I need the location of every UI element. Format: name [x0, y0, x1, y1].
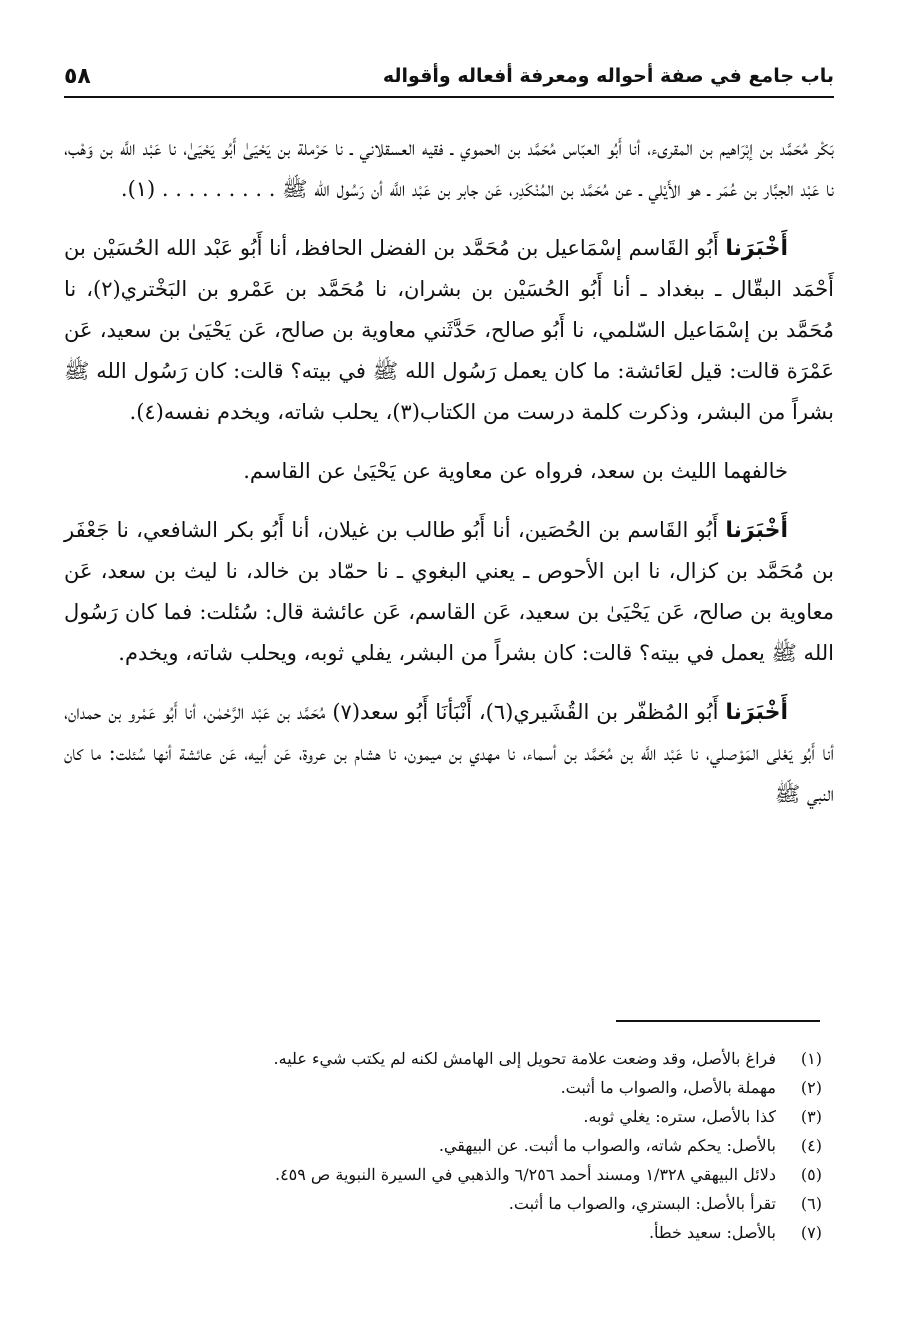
paragraph-text: بَكْر مُحَمَّد بن إبْرَاهيم بن المقرىء، أنا أَبُو العبّاس مُحَمَّد بن الحموي ـ فقيه العسقلاني ـ نا حَرْملة بن يَحْيَىٰ أَبُو يَحْيَىٰ، نا عَبْد اللَّه بن وَهْب، نا عَبْد الجبَّار بن عُمَر ـ هو الأَيْلي ـ عن مُحَمَّد بن المُنْكَدِر، عَن جابر بن عَبْد اللَّه أن رَسُول الله ﷺ . . . . . . . . . (١).	[64, 136, 834, 201]
page-header	[64, 56, 834, 98]
paragraph	[64, 510, 834, 674]
footnote	[130, 1102, 822, 1131]
paragraph-text: أَبُو القَاسم بن الحُصَين، أنا أَبُو طالب بن غيلان، أنا أَبُو بكر الشافعي، نا جَعْفَر بن مُحَمَّد بن كزال، نا ابن الأحوص ـ يعني البغوي ـ نا حمّاد بن خالد، نا ليث بن سعد، عَن معاوية بن صالح، عَن يَحْيَىٰ بن سعيد، عَن القاسم، عَن عائشة قال: سُئلت: فما كان رَسُول الله ﷺ يعمل في بيته؟ قالت: كان بشراً من البشر، يفلي ثوبه، ويحلب شاته، ويخدم.	[64, 518, 834, 665]
paragraph-lead: أَخْبَرَنا	[725, 518, 788, 543]
footnote-text: بالأصل: يحكم شاته، والصواب ما أثبت. عن البيهقي.	[438, 1136, 776, 1155]
paragraph-lead: أَخْبَرَنا	[725, 236, 788, 261]
footnote-text: مهملة بالأصل، والصواب ما أثبت.	[560, 1078, 776, 1097]
footnote	[130, 1160, 822, 1189]
paragraph	[64, 451, 834, 492]
footnote-number: (٥)	[800, 1165, 822, 1184]
paragraph	[64, 228, 834, 433]
footnote	[130, 1218, 822, 1247]
paragraph-text: خالفهما الليث بن سعد، فرواه عن معاوية عن يَحْيَىٰ عن القاسم.	[243, 459, 788, 483]
footnote-text: بالأصل: سعيد خطأ.	[648, 1223, 776, 1242]
footnote-text: فراغ بالأصل، وقد وضعت علامة تحويل إلى الهامش لكنه لم يكتب شيء عليه.	[273, 1049, 776, 1068]
paragraph-lead: أَخْبَرَنا	[725, 700, 789, 725]
footnote-number: (١)	[800, 1049, 822, 1068]
footnote	[130, 1131, 822, 1160]
paragraph	[64, 692, 834, 815]
footnote-number: (٢)	[800, 1078, 822, 1097]
footnote	[130, 1189, 822, 1218]
footnote-text: كذا بالأصل، ستره: يغلي ثوبه.	[583, 1107, 776, 1126]
footnote	[130, 1073, 822, 1102]
footnote-number: (٤)	[800, 1136, 822, 1155]
footnote-separator	[616, 1020, 820, 1022]
footnote-number: (٣)	[800, 1107, 822, 1126]
footnote-number: (٦)	[800, 1194, 822, 1213]
footnote-text: تقرأ بالأصل: البستري، والصواب ما أثبت.	[508, 1194, 776, 1213]
paragraph-text: أَبُو المُظفّر بن القُشَيري(٦)، أَنْبَأنَا أَبُو سعد(٧) مُحَمَّد بن عَبْد الرَّحْمٰن، أنا أَبُو عَمْرو بن حمدان، أنا أَبُو يَعْلى المَوْصلي، نا عَبْد اللَّه بن مُحَمَّد بن أسماء، نا مهدي بن ميمون، نا هشام بن عروة، عَن أبيه، عَن عائشة أنها سُئلت: ما كان النبي ﷺ	[64, 700, 834, 806]
footnote-number: (٧)	[800, 1223, 822, 1242]
footnote-text: دلائل البيهقي ١/٣٢٨ ومسند أحمد ٦/٢٥٦ والذهبي في السيرة النبوية ص ٤٥٩.	[274, 1165, 776, 1184]
main-text	[64, 128, 834, 833]
page-number: ٥٨	[64, 63, 91, 89]
footnote	[130, 1044, 822, 1073]
paragraph	[64, 128, 834, 210]
paragraph-text: أَبُو القَاسم إسْمَاعيل بن مُحَمَّد بن الفضل الحافظ، أنا أَبُو عَبْد الله الحُسَيْن بن أَحْمَد البقّال ـ ببغداد ـ أنا أَبُو الحُسَيْن بن بشران، نا مُحَمَّد بن عَمْرو بن البَخْتري(٢)، نا مُحَمَّد بن إسْمَاعيل السّلمي، نا أَبُو صالح، حَدَّثَني معاوية بن صالح، عَن يَحْيَىٰ بن سعيد، عَن عَمْرَة قالت: قيل لعَائشة: ما كان يعمل رَسُول الله ﷺ في بيته؟ قالت: كان رَسُول الله ﷺ بشراً من البشر، وذكرت كلمة درست من الكتاب(٣)، يحلب شاته، ويخدم نفسه(٤).	[64, 236, 835, 424]
running-title: باب جامع في صفة أحواله ومعرفة أفعاله وأقواله	[382, 65, 834, 87]
footnotes	[130, 1044, 822, 1247]
